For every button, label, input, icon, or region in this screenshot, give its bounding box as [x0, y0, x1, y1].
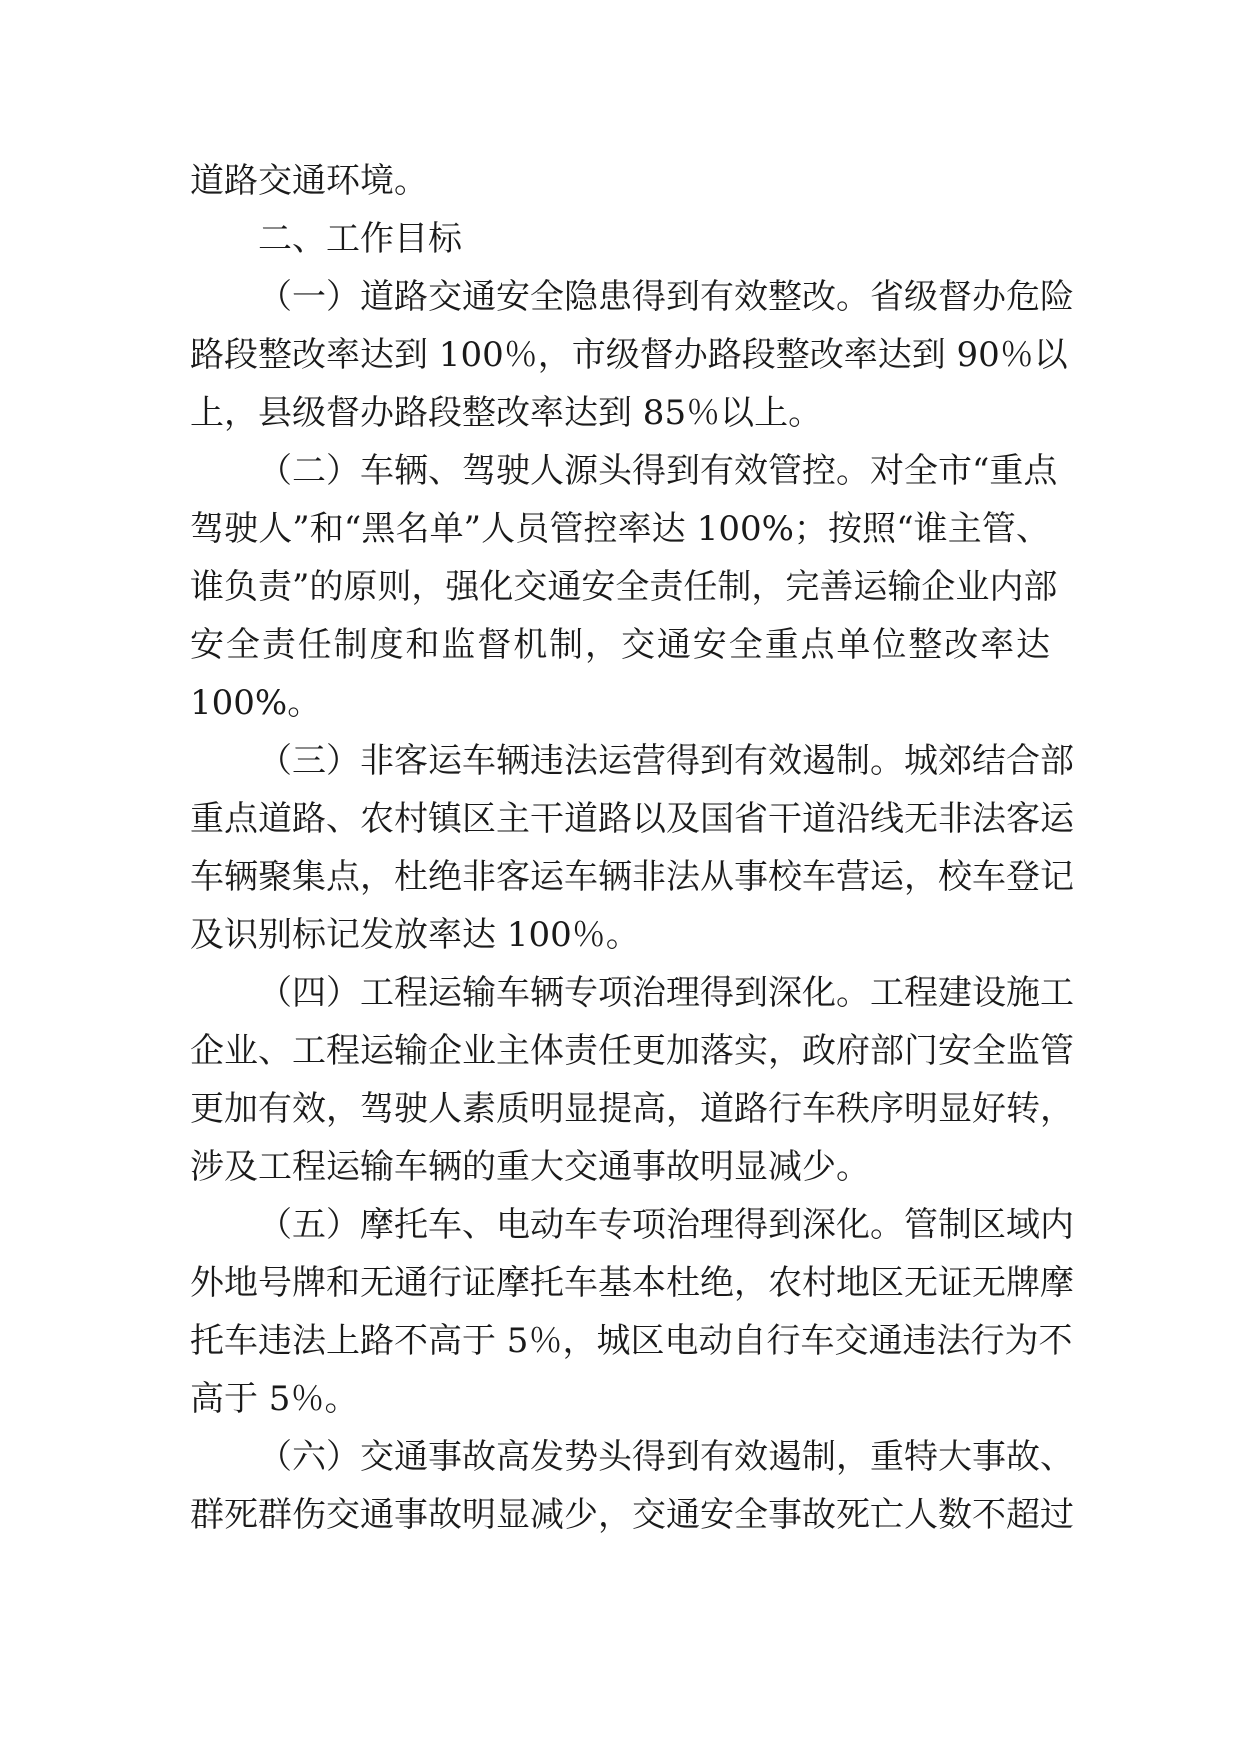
text-line: 群死群伤交通事故明显减少，交通安全事故死亡人数不超过 [190, 1495, 1074, 1535]
text-line: （四）工程运输车辆专项治理得到深化。工程建设施工 [258, 973, 1074, 1013]
text-line: （五）摩托车、电动车专项治理得到深化。管制区域内 [258, 1205, 1074, 1245]
text-line: 100%。 [190, 683, 322, 723]
text-line: 重点道路、农村镇区主干道路以及国省干道沿线无非法客运 [190, 799, 1074, 839]
text-line: 安全责任制度和监督机制，交通安全重点单位整改率达 [190, 625, 1050, 665]
text-line: 二、工作目标 [258, 219, 462, 259]
text-line: 更加有效，驾驶人素质明显提高，道路行车秩序明显好转， [190, 1089, 1074, 1129]
text-line: （六）交通事故高发势头得到有效遏制，重特大事故、 [258, 1437, 1074, 1477]
text-line: 道路交通环境。 [190, 161, 428, 201]
text-line: 及识别标记发放率达 100％。 [190, 915, 640, 955]
text-line: 外地号牌和无通行证摩托车基本杜绝，农村地区无证无牌摩 [190, 1263, 1074, 1303]
text-line: （三）非客运车辆违法运营得到有效遏制。城郊结合部 [258, 741, 1074, 781]
text-line: 托车违法上路不高于 5％，城区电动自行车交通违法行为不 [190, 1321, 1073, 1361]
text-line: 车辆聚集点，杜绝非客运车辆非法从事校车营运，校车登记 [190, 857, 1074, 897]
text-line: 驾驶人”和“黑名单”人员管控率达 100%；按照“谁主管、 [190, 509, 1050, 549]
text-line: 涉及工程运输车辆的重大交通事故明显减少。 [190, 1147, 870, 1187]
document-body [190, 152, 1074, 1544]
text-line: 企业、工程运输企业主体责任更加落实，政府部门安全监管 [190, 1031, 1074, 1071]
text-line: 上，县级督办路段整改率达到 85％以上。 [190, 393, 823, 433]
text-line: （一）道路交通安全隐患得到有效整改。省级督办危险 [258, 277, 1074, 317]
text-line: 路段整改率达到 100％，市级督办路段整改率达到 90％以 [190, 335, 1068, 375]
text-line: （二）车辆、驾驶人源头得到有效管控。对全市“重点 [258, 451, 1058, 491]
text-line: 高于 5％。 [190, 1379, 359, 1419]
text-line: 谁负责”的原则，强化交通安全责任制，完善运输企业内部 [190, 567, 1058, 607]
